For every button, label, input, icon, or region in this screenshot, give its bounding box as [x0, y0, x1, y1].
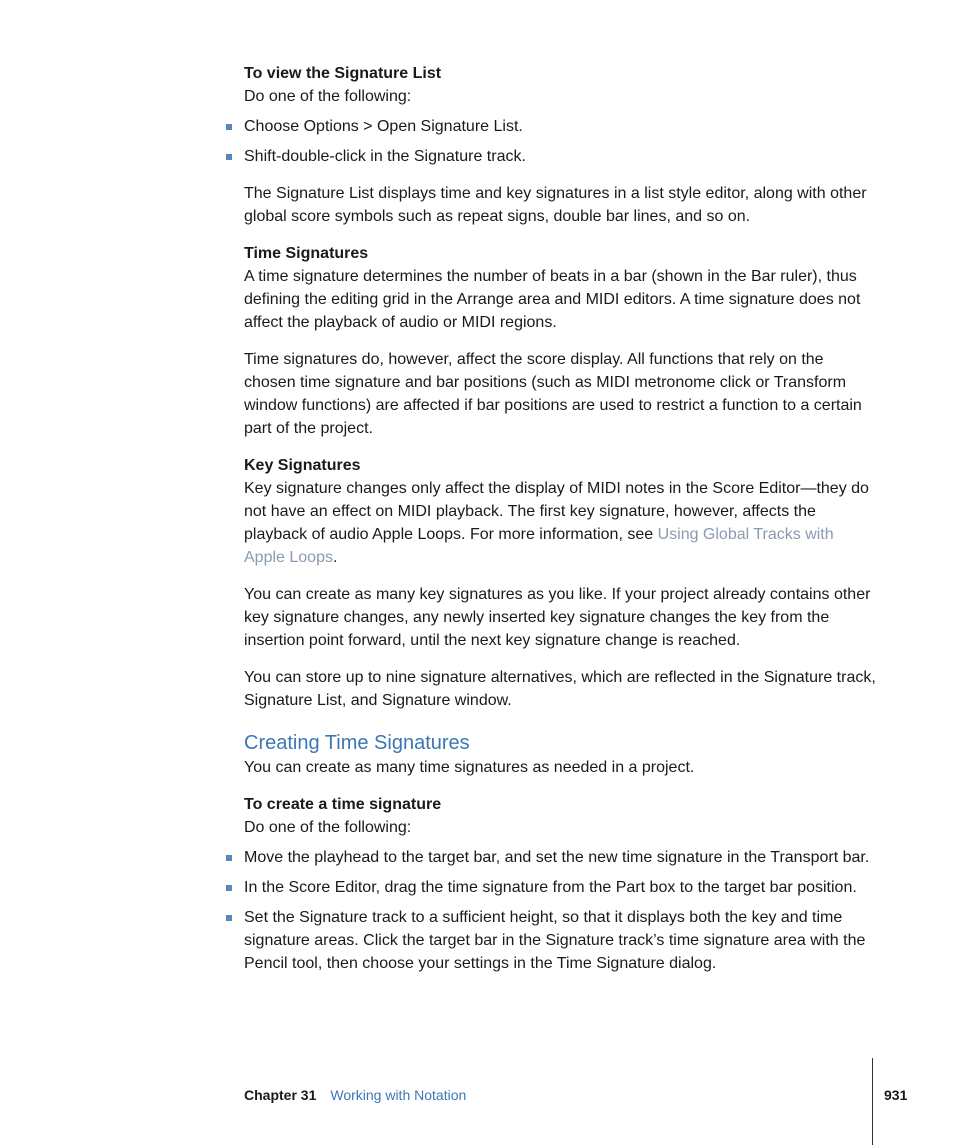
list-item	[244, 906, 876, 975]
list-item	[244, 846, 876, 869]
list-item	[244, 145, 876, 168]
page-footer	[244, 1086, 466, 1104]
list-item-text: Set the Signature track to a sufficient height, so that it displays both the key and time signature areas. Click the target bar in the Signature track’s time signature area with the Pencil tool, then choose your settings in the Time Signature dialog.	[244, 909, 866, 972]
apple-loops-link[interactable]: Using Global Tracks with Apple Loops	[244, 526, 834, 566]
key-signatures-para-1-text: Key signature changes only affect the display of MIDI notes in the Score Editor—they do not have an effect on MIDI playback. The first key signature, however, affects the playback of audio Apple Loops. For more information, see	[244, 480, 869, 543]
list-item-text: Move the playhead to the target bar, and set the new time signature in the Transport bar.	[244, 849, 870, 866]
view-list-intro: Do one of the following:	[244, 88, 412, 105]
view-list-heading: To view the Signature List	[244, 65, 442, 82]
key-signatures-para-1-end: .	[332, 549, 338, 566]
list-item-text: Shift-double-click in the Signature track.	[244, 148, 526, 165]
footer-chapter-title-link[interactable]: Working with Notation	[330, 1087, 467, 1103]
create-task-intro: Do one of the following:	[244, 819, 412, 836]
square-bullet-icon	[226, 154, 232, 160]
list-item-text: In the Score Editor, drag the time signature from the Part box to the target bar position.	[244, 879, 857, 896]
footer-chapter: Chapter 31	[244, 1087, 317, 1103]
key-signatures-para-2: You can create as many key signatures as you like. If your project already contains other key signature changes, any newly inserted key signature changes the key from the insertion point forward, until the next key signature change is reached.	[244, 586, 871, 649]
create-task-bullets	[244, 846, 876, 975]
page-number: 931	[884, 1087, 908, 1103]
time-signatures-para-1: A time signature determines the number of beats in a bar (shown in the Bar ruler), thus defining the editing grid in the Arrange area and MIDI editors. A time signature does not affect the playback of audio or MIDI regions.	[244, 268, 861, 331]
square-bullet-icon	[226, 915, 232, 921]
creating-intro: You can create as many time signatures as needed in a project.	[244, 759, 695, 776]
view-list-description: The Signature List displays time and key signatures in a list style editor, along with other global score symbols such as repeat signs, double bar lines, and so on.	[244, 185, 867, 225]
key-signatures-para-1	[244, 477, 876, 569]
create-task-heading: To create a time signature	[244, 796, 442, 813]
creating-time-signatures-title: Creating Time Signatures	[244, 732, 470, 754]
create-task-section	[244, 793, 876, 975]
list-item-text: Choose Options > Open Signature List.	[244, 118, 523, 135]
view-list-bullets	[244, 115, 876, 168]
square-bullet-icon	[226, 124, 232, 130]
time-signatures-section	[244, 242, 876, 440]
list-item	[244, 115, 876, 138]
time-signatures-para-2: Time signatures do, however, affect the score display. All functions that rely on the chosen time signature and bar positions (such as MIDI metronome click or Transform window functions) are affected if bar positions are used to restrict a function to a certain part of the project.	[244, 351, 862, 437]
footer-divider	[872, 1058, 873, 1145]
square-bullet-icon	[226, 855, 232, 861]
key-signatures-heading: Key Signatures	[244, 457, 361, 474]
time-signatures-heading: Time Signatures	[244, 245, 369, 262]
list-item	[244, 876, 876, 899]
key-signatures-para-3: You can store up to nine signature alternatives, which are reflected in the Signature track, Signature List, and Signature window.	[244, 669, 876, 709]
square-bullet-icon	[226, 885, 232, 891]
key-signatures-section	[244, 454, 876, 712]
page-content	[244, 62, 876, 982]
